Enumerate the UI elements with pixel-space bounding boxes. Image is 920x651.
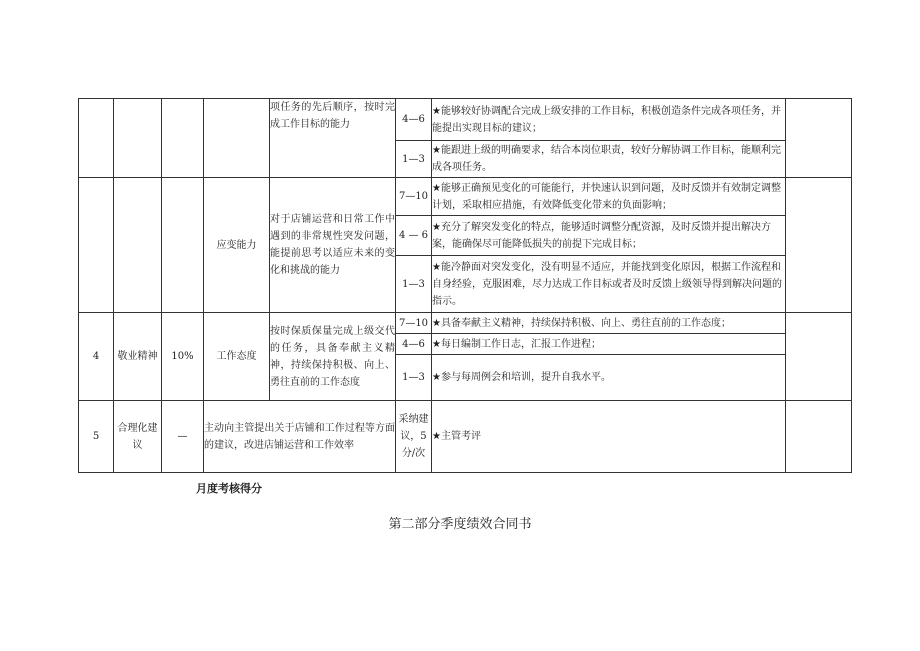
star-icon: ★ xyxy=(432,338,441,350)
empty-cell xyxy=(114,178,162,313)
item-name: 应变能力 xyxy=(204,178,270,313)
empty-cell xyxy=(162,178,204,313)
star-icon: ★ xyxy=(432,221,441,233)
criteria-text: ★主管考评 xyxy=(432,401,786,473)
score-range: 1—3 xyxy=(396,355,432,401)
criteria-text: ★能跟进上级的明确要求，结合本岗位职责，较好分解协调工作目标，能顺利完成各项任务。 xyxy=(432,141,786,178)
score-entry-cell xyxy=(786,178,852,313)
item-description: 对于店铺运营和日常工作中遇到的非常规性突发问题，能提前思考以适应未来的变化和挑战的能力 xyxy=(270,178,396,313)
star-icon: ★ xyxy=(432,317,441,329)
score-rule: 采纳建议，5分/次 xyxy=(396,401,432,473)
star-icon: ★ xyxy=(432,372,441,383)
table-row xyxy=(79,99,852,141)
score-range: 1—3 xyxy=(396,141,432,178)
criteria-text: ★能够正确预见变化的可能能行，并快速认识到问题，及时反馈并有效制定调整计划，采取相应措施，有效降低变化带来的负面影响； xyxy=(432,178,786,216)
row-number: 4 xyxy=(79,313,114,401)
score-range: 4 — 6 xyxy=(396,216,432,256)
category-name: 敬业精神 xyxy=(114,313,162,401)
criteria-text: ★充分了解突发变化的特点，能够适时调整分配资源，及时反馈并提出解决方案，能确保尽可能降低损失的前提下完成目标； xyxy=(432,216,786,256)
empty-cell xyxy=(162,99,204,178)
row-number: 5 xyxy=(79,401,114,473)
score-range: 4—6 xyxy=(396,334,432,355)
weight-value: — xyxy=(162,401,204,473)
score-range: 4—6 xyxy=(396,99,432,141)
category-name: 合理化建议 xyxy=(114,401,162,473)
table-row xyxy=(79,313,852,334)
score-entry-cell xyxy=(786,99,852,178)
table-row xyxy=(79,178,852,216)
score-range: 7—10 xyxy=(396,313,432,334)
star-icon: ★ xyxy=(432,431,441,442)
criteria-text: ★能够较好协调配合完成上级安排的工作目标，积极创造条件完成各项任务，并能提出实现目标的建议； xyxy=(432,99,786,141)
star-icon: ★ xyxy=(432,261,441,273)
empty-cell xyxy=(79,178,114,313)
monthly-score-label: 月度考核得分 xyxy=(196,482,262,495)
criteria-text: ★参与每周例会和培训，提升自我水平。 xyxy=(432,355,786,401)
section-title: 第二部分季度绩效合同书 xyxy=(388,517,532,532)
score-entry-cell xyxy=(786,401,852,473)
item-description: 按时保质保量完成上级交代的任务，具备奉献主义精神，持续保持积极、向上、勇往直前的工作态度 xyxy=(270,313,396,401)
table-row xyxy=(79,401,852,473)
criteria-text: ★能冷静面对突发变化，没有明显不适应，并能找到变化原因，根据工作流程和自身经验，克服困难，尽力达成工作目标或者及时反馈上级领导得到解决问题的指示。 xyxy=(432,256,786,313)
score-range: 1—3 xyxy=(396,256,432,313)
score-range: 7—10 xyxy=(396,178,432,216)
star-icon: ★ xyxy=(432,182,441,194)
empty-cell xyxy=(114,99,162,178)
star-icon: ★ xyxy=(432,145,441,156)
item-name: 工作态度 xyxy=(204,313,270,401)
appraisal-table xyxy=(78,98,852,473)
empty-cell xyxy=(204,99,270,178)
item-description: 主动向主管提出关于店铺和工作过程等方面的建议，改进店铺运营和工作效率 xyxy=(204,401,396,473)
item-description: 项任务的先后顺序，按时完成工作目标的能力 xyxy=(270,99,396,178)
weight-value: 10% xyxy=(162,313,204,401)
criteria-text: ★具备奉献主义精神，持续保持积极、向上、勇往直前的工作态度； xyxy=(432,313,786,334)
empty-cell xyxy=(79,99,114,178)
star-icon: ★ xyxy=(432,105,441,117)
score-entry-cell xyxy=(786,313,852,401)
criteria-text: ★每日编制工作日志，汇报工作进程； xyxy=(432,334,786,355)
